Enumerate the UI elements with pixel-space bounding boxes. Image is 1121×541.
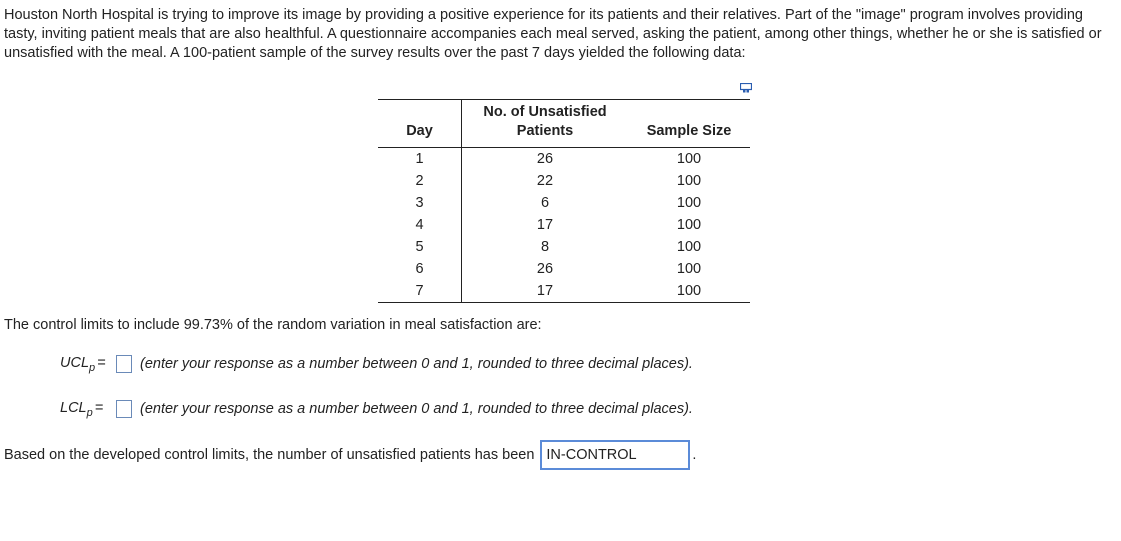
lcl-equals: =	[94, 399, 104, 416]
copy-table-icon[interactable]	[740, 83, 752, 93]
cell-unsatisfied: 8	[540, 239, 550, 255]
cell-sample: 100	[676, 173, 702, 189]
lcl-label-sub: p	[86, 406, 93, 419]
cell-sample: 100	[676, 217, 702, 233]
ucl-label	[60, 355, 116, 374]
cell-unsatisfied: 26	[536, 261, 554, 277]
cell-sample: 100	[676, 151, 702, 167]
table-row	[378, 258, 750, 280]
ucl-row	[60, 353, 693, 375]
table-row	[378, 236, 750, 258]
cell-sample: 100	[676, 261, 702, 277]
cell-day: 6	[378, 258, 462, 280]
cell-unsatisfied: 17	[536, 217, 554, 233]
table-row	[378, 170, 750, 192]
data-table	[378, 99, 750, 303]
header-unsatisfied	[462, 100, 629, 148]
ucl-equals: =	[97, 354, 106, 371]
table-row	[378, 214, 750, 236]
ucl-label-text: UCL	[60, 354, 90, 371]
header-sample-size: Sample Size	[628, 100, 750, 148]
cell-sample: 100	[628, 280, 750, 303]
ucl-label-sub: p	[89, 361, 96, 374]
conclusion-period: .	[692, 447, 697, 463]
lcl-input[interactable]	[116, 400, 132, 418]
table-row	[378, 280, 750, 303]
ucl-hint: (enter your response as a number between 0 and 1, rounded to three decimal places).	[140, 356, 693, 372]
control-status-value: IN-CONTROL	[546, 447, 637, 463]
lcl-hint: (enter your response as a number between 0 and 1, rounded to three decimal places).	[140, 401, 693, 417]
header-day: Day	[378, 100, 462, 148]
limits-intro: The control limits to include 99.73% of the random variation in meal satisfaction are:	[4, 317, 542, 333]
lcl-row	[60, 398, 693, 420]
table-row	[378, 148, 750, 171]
lcl-label	[60, 400, 116, 419]
cell-day: 3	[378, 192, 462, 214]
lcl-label-text: LCL	[60, 399, 87, 416]
header-unsatisfied-line2: Patients	[516, 123, 574, 139]
cell-unsatisfied: 17	[462, 280, 629, 303]
header-unsatisfied-line1: No. of Unsatisfied	[483, 104, 607, 120]
cell-day: 5	[378, 236, 462, 258]
conclusion-row	[4, 440, 696, 470]
cell-unsatisfied: 6	[540, 195, 550, 211]
problem-statement: Houston North Hospital is trying to improve its image by providing a positive experience for its patients and their relatives. Part of the "image" program involves providing tasty, inviting patient meals that are also healthful. A questionnaire accompanies each meal served, asking the patient, among other things, whether he or she is satisfied or unsatisfied with the meal. A 100-patient sample of the survey results over the past 7 days yielded the following data:	[4, 7, 1102, 61]
conclusion-text: Based on the developed control limits, the number of unsatisfied patients has been	[4, 447, 535, 463]
cell-day: 2	[378, 170, 462, 192]
ucl-input[interactable]	[116, 355, 132, 373]
cell-unsatisfied: 22	[536, 173, 554, 189]
cell-unsatisfied: 26	[536, 151, 554, 167]
control-status-select[interactable]	[540, 440, 690, 470]
cell-day: 4	[378, 214, 462, 236]
cell-sample: 100	[676, 195, 702, 211]
cell-sample: 100	[676, 239, 702, 255]
cell-day: 1	[378, 148, 462, 171]
cell-day: 7	[378, 280, 462, 303]
table-row	[378, 192, 750, 214]
